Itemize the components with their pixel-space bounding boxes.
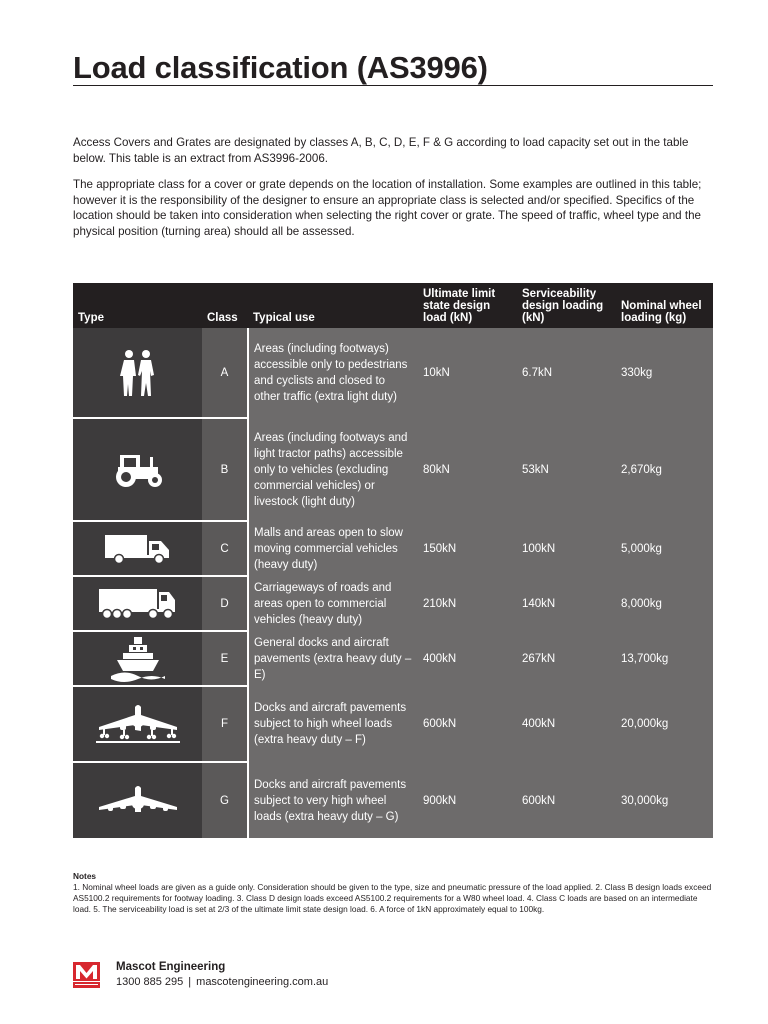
class-cell: F (202, 686, 248, 762)
header-class: Class (202, 283, 248, 328)
wheel-cell: 13,700kg (616, 631, 713, 686)
website-link[interactable]: mascotengineering.com.au (196, 976, 329, 988)
wheel-cell: 2,670kg (616, 418, 713, 521)
type-cell (73, 418, 202, 521)
wheel-cell: 30,000kg (616, 762, 713, 838)
class-cell: B (202, 418, 248, 521)
uls-cell: 400kN (418, 631, 517, 686)
aircraft-icon (94, 785, 182, 817)
type-cell (73, 576, 202, 631)
table-row (73, 576, 713, 631)
intro-paragraph-2: The appropriate class for a cover or grate depends on the location of installation. Some examples are outlined in this table; however it is the responsibility of the designer to ensure an appropriate class is selected and/or specified. Specifics of the location should be taken into consideration when selecting the right cover or grate. The speed of traffic, wheel type and the physical position (turning area) should all be assessed. (73, 178, 702, 238)
header-sls: Serviceability design loading (kN) (517, 283, 616, 328)
truck-icon (103, 533, 173, 565)
header-type: Type (73, 283, 202, 328)
type-cell (73, 328, 202, 418)
typical-use-cell: Carriageways of roads and areas open to commercial vehicles (heavy duty) (248, 576, 418, 631)
class-cell: A (202, 328, 248, 418)
uls-cell: 900kN (418, 762, 517, 838)
sls-cell: 600kN (517, 762, 616, 838)
uls-cell: 10kN (418, 328, 517, 418)
mascot-logo (73, 962, 100, 988)
separator: | (188, 976, 192, 988)
table-row (73, 328, 713, 418)
typical-use-cell: Malls and areas open to slow moving commercial vehicles (heavy duty) (248, 521, 418, 576)
type-cell (73, 686, 202, 762)
sls-cell: 140kN (517, 576, 616, 631)
sls-cell: 100kN (517, 521, 616, 576)
type-cell (73, 521, 202, 576)
tractor-icon (110, 451, 166, 489)
intro-paragraph-1: Access Covers and Grates are designated by classes A, B, C, D, E, F & G according to load capacity set out in the table below. This table is an extract from AS3996-2006. (73, 136, 689, 165)
contact-line (116, 976, 328, 988)
class-cell: G (202, 762, 248, 838)
wheel-cell: 20,000kg (616, 686, 713, 762)
aircraft-landing-gear-icon (94, 703, 182, 745)
table-row (73, 762, 713, 838)
uls-cell: 80kN (418, 418, 517, 521)
pedestrians-icon (116, 349, 160, 397)
sls-cell: 6.7kN (517, 328, 616, 418)
header-typical-use: Typical use (248, 283, 418, 328)
wheel-cell: 5,000kg (616, 521, 713, 576)
type-cell (73, 631, 202, 686)
notes-text: 1. Nominal wheel loads are given as a guide only. Consideration should be given to the type, size and pneumatic pressure of the load applied. 2. Class B design loads exceed AS5100.2 requirements for footway loading. 3. Class D design loads exceed AS5100.2 requirements for a W80 wheel load. 4. Class C loads are based on an intermediate load. 5. The serviceability load is set at 2/3 of the ultimate limit state design load. 6. A force of 1kN approximately equal to 100kg. (73, 882, 712, 914)
uls-cell: 600kN (418, 686, 517, 762)
notes-heading: Notes (73, 871, 97, 881)
wheel-cell: 330kg (616, 328, 713, 418)
phone-number: 1300 885 295 (116, 976, 184, 988)
class-cell: D (202, 576, 248, 631)
page-title: Load classification (AS3996) (73, 50, 488, 85)
sls-cell: 267kN (517, 631, 616, 686)
type-cell (73, 762, 202, 838)
table-row (73, 686, 713, 762)
class-cell: C (202, 521, 248, 576)
title-divider (73, 85, 713, 86)
table-header-row (73, 283, 713, 328)
wheel-cell: 8,000kg (616, 576, 713, 631)
notes (73, 871, 713, 915)
sls-cell: 400kN (517, 686, 616, 762)
typical-use-cell: General docks and aircraft pavements (extra heavy duty – E) (248, 631, 418, 686)
header-uls: Ultimate limit state design load (kN) (418, 283, 517, 328)
typical-use-cell: Docks and aircraft pavements subject to very high wheel loads (extra heavy duty – G) (248, 762, 418, 838)
company-name: Mascot Engineering (116, 961, 226, 973)
uls-cell: 150kN (418, 521, 517, 576)
table-row (73, 418, 713, 521)
sls-cell: 53kN (517, 418, 616, 521)
table-row (73, 631, 713, 686)
ship-icon (109, 636, 167, 682)
uls-cell: 210kN (418, 576, 517, 631)
header-wheel: Nominal wheel loading (kg) (616, 283, 713, 328)
class-cell: E (202, 631, 248, 686)
table-row (73, 521, 713, 576)
typical-use-cell: Docks and aircraft pavements subject to high wheel loads (extra heavy duty – F) (248, 686, 418, 762)
typical-use-cell: Areas (including footways and light tractor paths) accessible only to vehicles (excluding commercial vehicles) or livestock (light duty) (248, 418, 418, 521)
load-classification-table (73, 283, 713, 838)
typical-use-cell: Areas (including footways) accessible only to pedestrians and cyclists and closed to other traffic (extra light duty) (248, 328, 418, 418)
semi-trailer-icon (97, 587, 179, 621)
